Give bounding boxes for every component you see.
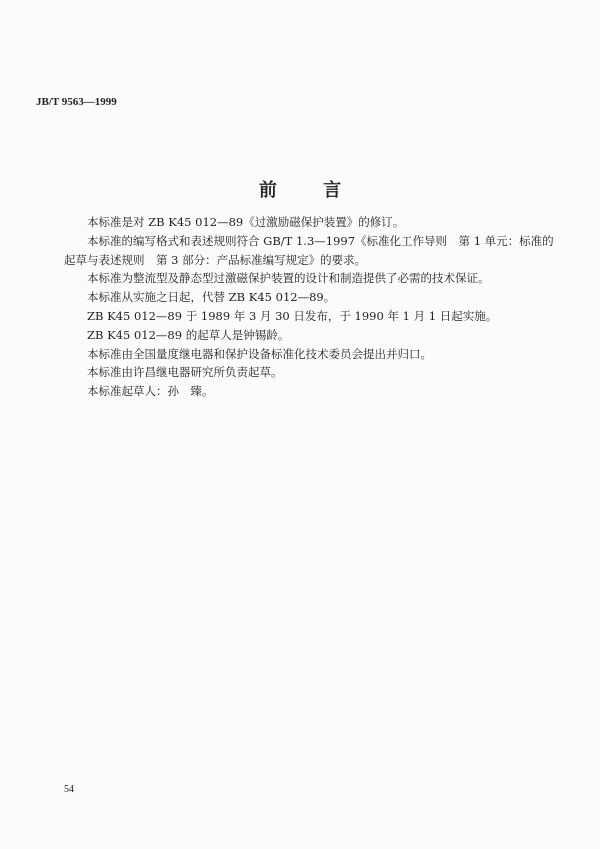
paragraph: 本标准起草人：孙 臻。 (87, 384, 214, 399)
document-code-header: JB/T 9563—1999 (36, 96, 117, 108)
paragraph: 本标准为整流型及静态型过激磁保护装置的设计和制造提供了必需的技术保证。 (87, 271, 490, 286)
paragraph: ZB K45 012—89 的起草人是钟锡龄。 (87, 327, 290, 342)
paragraph: 本标准从实施之日起，代替 ZB K45 012—89。 (87, 290, 336, 305)
paragraph: 本标准由全国量度继电器和保护设备标准化技术委员会提出并归口。 (87, 346, 432, 361)
paragraph: ZB K45 012—89 于 1989 年 3 月 30 日发布，于 1990 年 1 月 1 日起实施。 (87, 308, 498, 323)
paragraph: 本标准由许昌继电器研究所负责起草。 (87, 365, 283, 380)
foreword-body (64, 213, 554, 401)
page-title: 前 言 (258, 180, 362, 201)
paragraph: 本标准的编写格式和表述规则符合 GB/T 1.3—1997《标准化工作导则 第 1 单元：标准的起草与表述规则 第 3 部分：产品标准编写规定》的要求。 (64, 233, 554, 267)
paragraph: 本标准是对 ZB K45 012—89《过激励磁保护装置》的修订。 (87, 215, 405, 229)
page-number: 54 (64, 784, 74, 795)
